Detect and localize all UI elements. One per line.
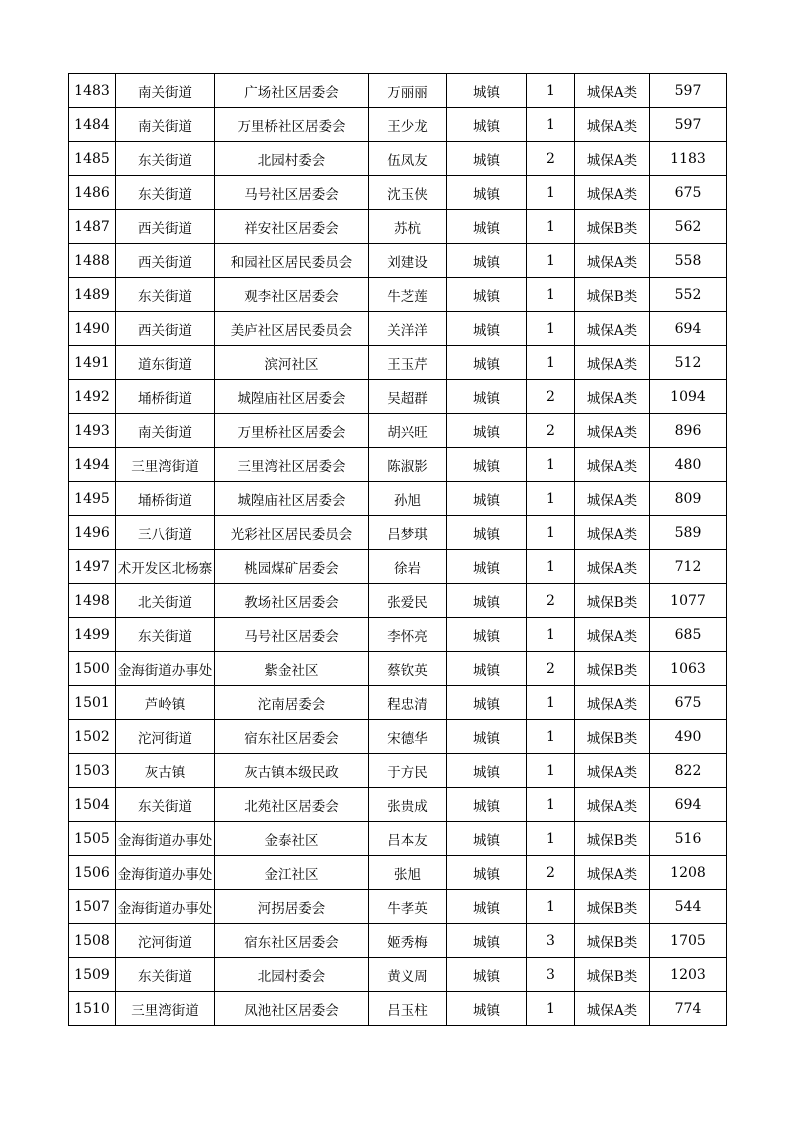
- community-cell: 北园村委会: [215, 142, 369, 176]
- amount-cell: 1077: [650, 584, 727, 618]
- household-count-cell: 1: [527, 74, 575, 108]
- street-cell: 西关街道: [116, 312, 215, 346]
- community-cell: 桃园煤矿居委会: [215, 550, 369, 584]
- person-name-cell: 吕玉柱: [369, 992, 447, 1026]
- area-type-cell: 城镇: [447, 482, 527, 516]
- street-cell: 东关街道: [116, 618, 215, 652]
- row-number-cell: 1497: [69, 550, 116, 584]
- household-count-cell: 2: [527, 142, 575, 176]
- community-cell: 滨河社区: [215, 346, 369, 380]
- area-type-cell: 城镇: [447, 244, 527, 278]
- row-number-cell: 1508: [69, 924, 116, 958]
- area-type-cell: 城镇: [447, 108, 527, 142]
- street-cell: 三里湾街道: [116, 448, 215, 482]
- person-name-cell: 胡兴旺: [369, 414, 447, 448]
- amount-cell: 1203: [650, 958, 727, 992]
- table-row: [69, 822, 727, 856]
- amount-cell: 1705: [650, 924, 727, 958]
- community-cell: 紫金社区: [215, 652, 369, 686]
- community-cell: 北苑社区居委会: [215, 788, 369, 822]
- area-type-cell: 城镇: [447, 652, 527, 686]
- person-name-cell: 苏杭: [369, 210, 447, 244]
- community-cell: 城隍庙社区居委会: [215, 482, 369, 516]
- row-number-cell: 1496: [69, 516, 116, 550]
- table-row: [69, 788, 727, 822]
- amount-cell: 675: [650, 176, 727, 210]
- household-count-cell: 1: [527, 788, 575, 822]
- row-number-cell: 1509: [69, 958, 116, 992]
- person-name-cell: 吕梦琪: [369, 516, 447, 550]
- amount-cell: 896: [650, 414, 727, 448]
- amount-cell: 675: [650, 686, 727, 720]
- amount-cell: 597: [650, 108, 727, 142]
- insurance-category-cell: 城保A类: [575, 312, 650, 346]
- insurance-category-cell: 城保A类: [575, 686, 650, 720]
- insurance-category-cell: 城保A类: [575, 176, 650, 210]
- household-count-cell: 1: [527, 550, 575, 584]
- person-name-cell: 沈玉侠: [369, 176, 447, 210]
- row-number-cell: 1491: [69, 346, 116, 380]
- person-name-cell: 万丽丽: [369, 74, 447, 108]
- table-row: [69, 142, 727, 176]
- table-row: [69, 584, 727, 618]
- recipient-table: [68, 73, 727, 1026]
- street-cell: 金海街道办事处: [116, 890, 215, 924]
- person-name-cell: 宋德华: [369, 720, 447, 754]
- table-row: [69, 550, 727, 584]
- household-count-cell: 2: [527, 414, 575, 448]
- household-count-cell: 1: [527, 346, 575, 380]
- row-number-cell: 1484: [69, 108, 116, 142]
- community-cell: 教场社区居委会: [215, 584, 369, 618]
- row-number-cell: 1485: [69, 142, 116, 176]
- community-cell: 城隍庙社区居委会: [215, 380, 369, 414]
- insurance-category-cell: 城保A类: [575, 380, 650, 414]
- street-cell: 东关街道: [116, 176, 215, 210]
- area-type-cell: 城镇: [447, 210, 527, 244]
- insurance-category-cell: 城保B类: [575, 890, 650, 924]
- amount-cell: 597: [650, 74, 727, 108]
- row-number-cell: 1507: [69, 890, 116, 924]
- table-row: [69, 754, 727, 788]
- insurance-category-cell: 城保B类: [575, 210, 650, 244]
- amount-cell: 558: [650, 244, 727, 278]
- amount-cell: 562: [650, 210, 727, 244]
- community-cell: 沱南居委会: [215, 686, 369, 720]
- table-row: [69, 244, 727, 278]
- amount-cell: 822: [650, 754, 727, 788]
- household-count-cell: 1: [527, 210, 575, 244]
- amount-cell: 1208: [650, 856, 727, 890]
- household-count-cell: 1: [527, 516, 575, 550]
- table-row: [69, 482, 727, 516]
- household-count-cell: 1: [527, 720, 575, 754]
- area-type-cell: 城镇: [447, 958, 527, 992]
- household-count-cell: 1: [527, 448, 575, 482]
- person-name-cell: 王玉芹: [369, 346, 447, 380]
- insurance-category-cell: 城保A类: [575, 142, 650, 176]
- street-cell: 南关街道: [116, 74, 215, 108]
- table-row: [69, 890, 727, 924]
- area-type-cell: 城镇: [447, 856, 527, 890]
- person-name-cell: 李怀亮: [369, 618, 447, 652]
- amount-cell: 589: [650, 516, 727, 550]
- household-count-cell: 3: [527, 924, 575, 958]
- community-cell: 马号社区居委会: [215, 618, 369, 652]
- insurance-category-cell: 城保A类: [575, 74, 650, 108]
- table-row: [69, 74, 727, 108]
- row-number-cell: 1490: [69, 312, 116, 346]
- area-type-cell: 城镇: [447, 448, 527, 482]
- insurance-category-cell: 城保A类: [575, 516, 650, 550]
- street-cell: 沱河街道: [116, 720, 215, 754]
- household-count-cell: 2: [527, 652, 575, 686]
- household-count-cell: 2: [527, 584, 575, 618]
- area-type-cell: 城镇: [447, 142, 527, 176]
- insurance-category-cell: 城保A类: [575, 346, 650, 380]
- household-count-cell: 1: [527, 890, 575, 924]
- insurance-category-cell: 城保A类: [575, 108, 650, 142]
- table-row: [69, 278, 727, 312]
- insurance-category-cell: 城保B类: [575, 720, 650, 754]
- person-name-cell: 于方民: [369, 754, 447, 788]
- area-type-cell: 城镇: [447, 822, 527, 856]
- area-type-cell: 城镇: [447, 584, 527, 618]
- insurance-category-cell: 城保A类: [575, 618, 650, 652]
- person-name-cell: 牛孝英: [369, 890, 447, 924]
- person-name-cell: 黄义周: [369, 958, 447, 992]
- area-type-cell: 城镇: [447, 890, 527, 924]
- area-type-cell: 城镇: [447, 414, 527, 448]
- street-cell: 金海街道办事处: [116, 856, 215, 890]
- recipient-table-container: [68, 73, 727, 1026]
- area-type-cell: 城镇: [447, 720, 527, 754]
- insurance-category-cell: 城保A类: [575, 788, 650, 822]
- person-name-cell: 姬秀梅: [369, 924, 447, 958]
- street-cell: 道东街道: [116, 346, 215, 380]
- area-type-cell: 城镇: [447, 686, 527, 720]
- area-type-cell: 城镇: [447, 788, 527, 822]
- amount-cell: 685: [650, 618, 727, 652]
- row-number-cell: 1501: [69, 686, 116, 720]
- household-count-cell: 2: [527, 856, 575, 890]
- row-number-cell: 1487: [69, 210, 116, 244]
- street-cell: 东关街道: [116, 142, 215, 176]
- table-row: [69, 652, 727, 686]
- insurance-category-cell: 城保B类: [575, 958, 650, 992]
- area-type-cell: 城镇: [447, 754, 527, 788]
- table-row: [69, 516, 727, 550]
- table-row: [69, 380, 727, 414]
- street-cell: 三八街道: [116, 516, 215, 550]
- person-name-cell: 关洋洋: [369, 312, 447, 346]
- community-cell: 万里桥社区居委会: [215, 414, 369, 448]
- street-cell: 埇桥街道: [116, 380, 215, 414]
- street-cell: 西关街道: [116, 244, 215, 278]
- area-type-cell: 城镇: [447, 278, 527, 312]
- household-count-cell: 1: [527, 686, 575, 720]
- row-number-cell: 1504: [69, 788, 116, 822]
- street-cell: 埇桥街道: [116, 482, 215, 516]
- street-cell: 东关街道: [116, 278, 215, 312]
- area-type-cell: 城镇: [447, 924, 527, 958]
- area-type-cell: 城镇: [447, 346, 527, 380]
- row-number-cell: 1500: [69, 652, 116, 686]
- insurance-category-cell: 城保B类: [575, 822, 650, 856]
- table-row: [69, 618, 727, 652]
- table-row: [69, 210, 727, 244]
- row-number-cell: 1506: [69, 856, 116, 890]
- community-cell: 北园村委会: [215, 958, 369, 992]
- amount-cell: 544: [650, 890, 727, 924]
- area-type-cell: 城镇: [447, 550, 527, 584]
- amount-cell: 1183: [650, 142, 727, 176]
- person-name-cell: 程忠清: [369, 686, 447, 720]
- row-number-cell: 1505: [69, 822, 116, 856]
- row-number-cell: 1493: [69, 414, 116, 448]
- street-cell: 北关街道: [116, 584, 215, 618]
- insurance-category-cell: 城保A类: [575, 550, 650, 584]
- row-number-cell: 1502: [69, 720, 116, 754]
- person-name-cell: 刘建设: [369, 244, 447, 278]
- insurance-category-cell: 城保A类: [575, 482, 650, 516]
- street-cell: 金海街道办事处: [116, 652, 215, 686]
- person-name-cell: 张旭: [369, 856, 447, 890]
- amount-cell: 1063: [650, 652, 727, 686]
- person-name-cell: 徐岩: [369, 550, 447, 584]
- insurance-category-cell: 城保A类: [575, 856, 650, 890]
- household-count-cell: 2: [527, 380, 575, 414]
- street-cell: 南关街道: [116, 414, 215, 448]
- community-cell: 马号社区居委会: [215, 176, 369, 210]
- row-number-cell: 1498: [69, 584, 116, 618]
- person-name-cell: 王少龙: [369, 108, 447, 142]
- person-name-cell: 吕本友: [369, 822, 447, 856]
- community-cell: 三里湾社区居委会: [215, 448, 369, 482]
- table-row: [69, 924, 727, 958]
- household-count-cell: 1: [527, 618, 575, 652]
- amount-cell: 490: [650, 720, 727, 754]
- table-row: [69, 176, 727, 210]
- community-cell: 金江社区: [215, 856, 369, 890]
- row-number-cell: 1494: [69, 448, 116, 482]
- household-count-cell: 1: [527, 176, 575, 210]
- street-cell: 沱河街道: [116, 924, 215, 958]
- table-row: [69, 958, 727, 992]
- street-cell: 芦岭镇: [116, 686, 215, 720]
- table-row: [69, 686, 727, 720]
- insurance-category-cell: 城保A类: [575, 244, 650, 278]
- table-row: [69, 312, 727, 346]
- community-cell: 美庐社区居民委员会: [215, 312, 369, 346]
- household-count-cell: 1: [527, 754, 575, 788]
- row-number-cell: 1510: [69, 992, 116, 1026]
- community-cell: 凤池社区居委会: [215, 992, 369, 1026]
- area-type-cell: 城镇: [447, 618, 527, 652]
- community-cell: 观李社区居委会: [215, 278, 369, 312]
- community-cell: 宿东社区居委会: [215, 924, 369, 958]
- household-count-cell: 1: [527, 312, 575, 346]
- insurance-category-cell: 城保A类: [575, 992, 650, 1026]
- person-name-cell: 蔡钦英: [369, 652, 447, 686]
- insurance-category-cell: 城保B类: [575, 652, 650, 686]
- street-cell: 南关街道: [116, 108, 215, 142]
- household-count-cell: 1: [527, 822, 575, 856]
- street-cell: 金海街道办事处: [116, 822, 215, 856]
- row-number-cell: 1492: [69, 380, 116, 414]
- household-count-cell: 1: [527, 992, 575, 1026]
- community-cell: 广场社区居委会: [215, 74, 369, 108]
- table-row: [69, 414, 727, 448]
- community-cell: 祥安社区居委会: [215, 210, 369, 244]
- person-name-cell: 陈淑影: [369, 448, 447, 482]
- amount-cell: 552: [650, 278, 727, 312]
- area-type-cell: 城镇: [447, 516, 527, 550]
- community-cell: 金泰社区: [215, 822, 369, 856]
- amount-cell: 694: [650, 312, 727, 346]
- street-cell: 术开发区北杨寨: [116, 550, 215, 584]
- street-cell: 灰古镇: [116, 754, 215, 788]
- area-type-cell: 城镇: [447, 380, 527, 414]
- table-body: [69, 74, 727, 1026]
- amount-cell: 1094: [650, 380, 727, 414]
- household-count-cell: 1: [527, 278, 575, 312]
- area-type-cell: 城镇: [447, 992, 527, 1026]
- street-cell: 东关街道: [116, 788, 215, 822]
- person-name-cell: 牛芝莲: [369, 278, 447, 312]
- area-type-cell: 城镇: [447, 312, 527, 346]
- amount-cell: 809: [650, 482, 727, 516]
- person-name-cell: 伍凤友: [369, 142, 447, 176]
- table-row: [69, 346, 727, 380]
- row-number-cell: 1499: [69, 618, 116, 652]
- household-count-cell: 1: [527, 482, 575, 516]
- household-count-cell: 1: [527, 108, 575, 142]
- table-row: [69, 992, 727, 1026]
- row-number-cell: 1489: [69, 278, 116, 312]
- insurance-category-cell: 城保B类: [575, 924, 650, 958]
- insurance-category-cell: 城保A类: [575, 448, 650, 482]
- person-name-cell: 张爱民: [369, 584, 447, 618]
- street-cell: 西关街道: [116, 210, 215, 244]
- row-number-cell: 1488: [69, 244, 116, 278]
- row-number-cell: 1495: [69, 482, 116, 516]
- table-row: [69, 720, 727, 754]
- household-count-cell: 1: [527, 244, 575, 278]
- insurance-category-cell: 城保A类: [575, 414, 650, 448]
- table-row: [69, 108, 727, 142]
- table-row: [69, 856, 727, 890]
- row-number-cell: 1503: [69, 754, 116, 788]
- community-cell: 河拐居委会: [215, 890, 369, 924]
- insurance-category-cell: 城保B类: [575, 278, 650, 312]
- community-cell: 万里桥社区居委会: [215, 108, 369, 142]
- amount-cell: 774: [650, 992, 727, 1026]
- community-cell: 宿东社区居委会: [215, 720, 369, 754]
- row-number-cell: 1486: [69, 176, 116, 210]
- street-cell: 三里湾街道: [116, 992, 215, 1026]
- person-name-cell: 张贵成: [369, 788, 447, 822]
- community-cell: 灰古镇本级民政: [215, 754, 369, 788]
- household-count-cell: 3: [527, 958, 575, 992]
- table-row: [69, 448, 727, 482]
- insurance-category-cell: 城保A类: [575, 754, 650, 788]
- amount-cell: 516: [650, 822, 727, 856]
- person-name-cell: 孙旭: [369, 482, 447, 516]
- insurance-category-cell: 城保B类: [575, 584, 650, 618]
- area-type-cell: 城镇: [447, 176, 527, 210]
- street-cell: 东关街道: [116, 958, 215, 992]
- amount-cell: 712: [650, 550, 727, 584]
- community-cell: 和园社区居民委员会: [215, 244, 369, 278]
- amount-cell: 694: [650, 788, 727, 822]
- area-type-cell: 城镇: [447, 74, 527, 108]
- community-cell: 光彩社区居民委员会: [215, 516, 369, 550]
- row-number-cell: 1483: [69, 74, 116, 108]
- person-name-cell: 吴超群: [369, 380, 447, 414]
- amount-cell: 512: [650, 346, 727, 380]
- amount-cell: 480: [650, 448, 727, 482]
